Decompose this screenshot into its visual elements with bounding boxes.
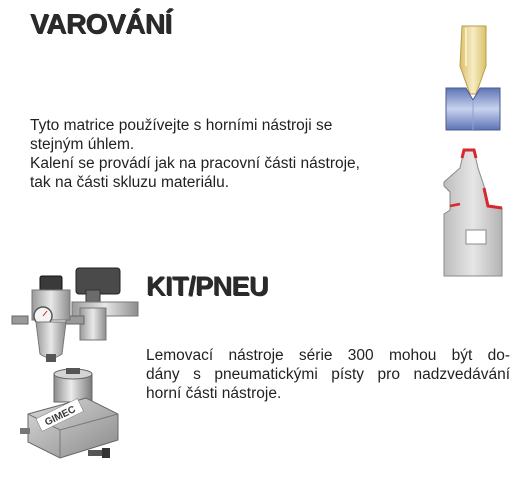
kit-line: horní části nástroje. <box>146 385 282 402</box>
kit-pneu-heading: KIT/PNEU <box>146 271 269 301</box>
die-profile <box>444 150 502 276</box>
warning-line: stejným úhlem. <box>30 136 135 153</box>
kit-line: Lemovací nástroje série 300 mohou být do- <box>146 347 510 364</box>
filter-bowl <box>36 322 66 358</box>
warning-line: Tyto matrice používejte s horními nástroji se <box>30 117 333 134</box>
warning-paragraph <box>30 116 430 192</box>
die-profile-illustration <box>440 146 506 278</box>
punch-die-illustration <box>440 22 506 134</box>
pneumatic-piston-illustration <box>14 368 134 468</box>
warning-line: tak na části skluzu materiálu. <box>30 174 230 191</box>
warning-heading: VAROVÁNÍ <box>30 8 172 39</box>
gimec-logo: GIMEC <box>43 404 78 429</box>
punch-tool <box>460 26 486 94</box>
warning-line: Kalení se provádí jak na pracovní části nástroje, <box>30 155 360 172</box>
kit-line: dány s pneumatickými písty pro nadzvedávání <box>146 366 510 383</box>
kit-pneu-paragraph <box>146 346 510 403</box>
pneumatic-regulator-illustration <box>10 262 140 364</box>
